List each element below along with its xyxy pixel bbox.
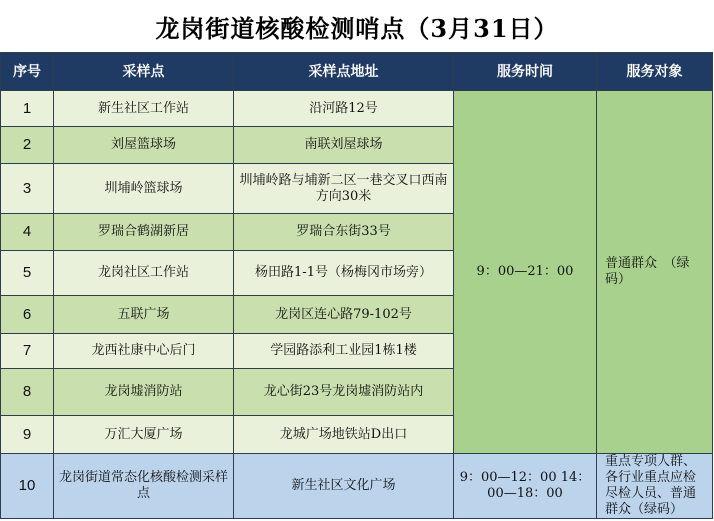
row-address: 杨田路1-1号（杨梅冈市场旁） [234,251,454,296]
row-site: 五联广场 [54,296,234,334]
row-site: 罗瑞合鹤湖新居 [54,214,234,251]
sampling-sites-table [0,52,713,519]
table-header-row [1,53,713,91]
row-no: 1 [1,91,54,127]
row-site: 龙岗社区工作站 [54,251,234,296]
header-no: 序号 [1,53,54,91]
shared-service-time: 9：00—21：00 [454,91,597,454]
header-service-time: 服务时间 [454,53,597,91]
row-no: 6 [1,296,54,334]
row-site: 圳埔岭篮球场 [54,164,234,214]
table-row-regular-site [1,454,713,519]
row-site: 龙岗墟消防站 [54,369,234,416]
header-service-target: 服务对象 [597,53,713,91]
row-service-time: 9：00—12：00 14：00—18：00 [454,454,597,519]
row-site: 新生社区工作站 [54,91,234,127]
row-no: 4 [1,214,54,251]
header-address: 采样点地址 [234,53,454,91]
row-site: 万汇大厦广场 [54,416,234,454]
row-address: 圳埔岭路与埔新二区一巷交叉口西南方向30米 [234,164,454,214]
row-address: 龙岗区连心路79-102号 [234,296,454,334]
row-service-target: 重点专项人群、各行业重点应检尽检人员、普通群众（绿码） [597,454,713,519]
row-address: 沿河路12号 [234,91,454,127]
row-site: 刘屋篮球场 [54,127,234,164]
table-row [1,91,713,127]
row-address: 龙城广场地铁站D出口 [234,416,454,454]
row-address: 南联刘屋球场 [234,127,454,164]
row-site: 龙西社康中心后门 [54,334,234,369]
row-no: 2 [1,127,54,164]
row-address: 学园路添利工业园1栋1楼 [234,334,454,369]
row-address: 龙心街23号龙岗墟消防站内 [234,369,454,416]
row-no: 5 [1,251,54,296]
page-title: 龙岗街道核酸检测哨点（3月31日） [155,13,559,43]
row-no: 10 [1,454,54,519]
row-no: 9 [1,416,54,454]
row-no: 7 [1,334,54,369]
shared-service-target: 普通群众 （绿码） [597,91,713,454]
header-site: 采样点 [54,53,234,91]
row-no: 8 [1,369,54,416]
row-site: 龙岗街道常态化核酸检测采样点 [54,454,234,519]
row-address: 罗瑞合东街33号 [234,214,454,251]
row-address: 新生社区文化广场 [234,454,454,519]
row-no: 3 [1,164,54,214]
